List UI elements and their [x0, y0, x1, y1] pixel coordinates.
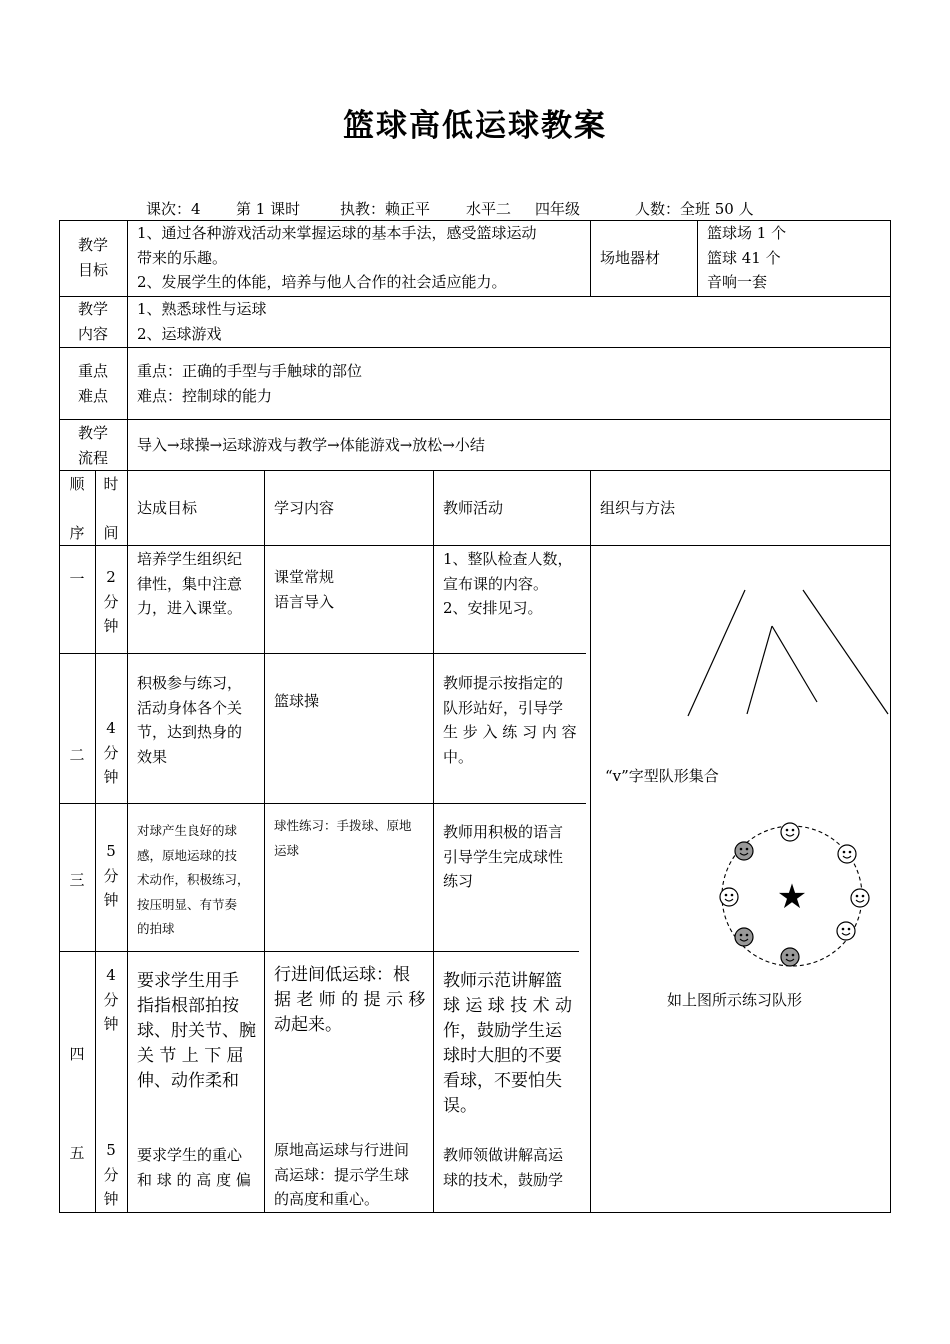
- page-title: 篮球高低运球教案: [343, 108, 607, 144]
- lesson-number: 课次：4: [146, 200, 201, 218]
- row2-learning: 篮球操: [274, 692, 320, 710]
- objectives-text: 1、通过各种游戏活动来掌握运球的基本手法，感受篮球运动 带来的乐趣。 2、发展学生的体能，培养与他人合作的社会适应能力。: [137, 224, 537, 291]
- row3-order: 三: [69, 871, 85, 889]
- key-points-label: 重点 难点: [77, 362, 108, 405]
- smiley-face-icon: [837, 922, 855, 940]
- smiley-face-icon: [735, 842, 753, 860]
- v-formation-left-line: [688, 590, 745, 716]
- row5-learning: 原地高运球与行进间 高运球：提示学生球 的高度和重心。: [274, 1141, 410, 1208]
- flow-label: 教学 流程: [77, 424, 108, 467]
- v-formation-inner-left-line: [747, 626, 772, 714]
- teacher-star-icon: ★: [776, 877, 808, 917]
- lesson-teacher: 执教：赖正平: [340, 200, 431, 218]
- row5-time: 5 分 钟: [103, 1141, 119, 1208]
- v-formation-inner-right-line: [772, 626, 817, 702]
- row3-learning: 球性练习：手拨球、原地 运球: [274, 818, 412, 858]
- lesson-level: 水平二: [466, 200, 512, 218]
- v-formation-caption: “v”字型队形集合: [605, 767, 719, 785]
- header-teacher-activity: 教师活动: [443, 499, 504, 517]
- row4-goal: 要求学生用手 指指根部拍按 球、肘关节、腕 关 节 上 下 屈 伸、动作柔和: [137, 971, 256, 1091]
- lesson-grade: 四年级: [535, 200, 581, 218]
- flow-text: 导入→球操→运球游戏与教学→体能游戏→放松→小结: [137, 436, 485, 454]
- smiley-face-icon: [720, 888, 738, 906]
- row4-learning: 行进间低运球：根 据 老 师 的 提 示 移 动起来。: [274, 965, 426, 1035]
- content-label: 教学 内容: [77, 300, 108, 343]
- objectives-label: 教学 目标: [77, 236, 108, 279]
- organization-diagram: [591, 546, 890, 1212]
- venue-label: 场地器材: [600, 249, 661, 267]
- row3-time: 5 分 钟: [103, 842, 119, 909]
- row5-teacher: 教师领做讲解高运 球的技术，鼓励学: [443, 1146, 564, 1189]
- smiley-face-icon: [781, 948, 799, 966]
- row4-time: 4 分 钟: [103, 966, 119, 1033]
- smiley-face-icon: [838, 845, 856, 863]
- smiley-face-icon: [781, 823, 799, 841]
- row5-order: 五: [69, 1144, 85, 1162]
- row5-goal: 要求学生的重心 和 球 的 高 度 偏: [137, 1146, 251, 1189]
- row4-order: 四: [69, 1045, 85, 1063]
- lesson-plan-table: [59, 220, 891, 1213]
- header-organization: 组织与方法: [600, 499, 676, 517]
- content-text: 1、熟悉球性与运球 2、运球游戏: [137, 300, 267, 343]
- lesson-student-count: 人数：全班 50 人: [635, 200, 754, 218]
- header-goal: 达成目标: [137, 499, 198, 517]
- row4-teacher: 教师示范讲解篮 球 运 球 技 术 动 作，鼓励学生运 球时大胆的不要 看球，不要怕失 误。: [443, 971, 573, 1116]
- row3-goal: 对球产生良好的球 感，原地运球的技 术动作，积极练习， 按压明显、有节奏 的拍球: [137, 823, 250, 936]
- row3-teacher: 教师用积极的语言 引导学生完成球性 练习: [443, 823, 564, 890]
- header-order: 顺 序: [69, 475, 85, 542]
- row1-goal: 培养学生组织纪 律性，集中注意 力，进入课堂。: [137, 550, 243, 617]
- row1-time: 2 分 钟: [103, 568, 119, 635]
- smiley-face-icon: [735, 928, 753, 946]
- row2-order: 二: [69, 746, 85, 764]
- header-learning-content: 学习内容: [274, 499, 335, 517]
- row1-teacher: 1、整队检查人数， 宣布课的内容。 2、安排见习。: [443, 550, 573, 617]
- circle-formation-caption: 如上图所示练习队形: [667, 991, 803, 1009]
- smiley-face-icon: [851, 889, 869, 907]
- row2-goal: 积极参与练习， 活动身体各个关 节，达到热身的 效果: [137, 674, 243, 766]
- venue-equipment-list: 篮球场 1 个 篮球 41 个 音响一套: [707, 224, 787, 291]
- row1-learning: 课堂常规 语言导入: [274, 568, 335, 611]
- row1-order: 一: [69, 570, 85, 588]
- lesson-period: 第 1 课时: [236, 200, 301, 218]
- row2-time: 4 分 钟: [103, 719, 119, 786]
- row2-teacher: 教师提示按指定的 队形站好，引导学 生 步 入 练 习 内 容 中。: [443, 674, 577, 766]
- key-points-text: 重点：正确的手型与手触球的部位 难点：控制球的能力: [137, 362, 363, 405]
- v-formation-right-line: [803, 590, 888, 714]
- header-time: 时 间: [103, 475, 119, 542]
